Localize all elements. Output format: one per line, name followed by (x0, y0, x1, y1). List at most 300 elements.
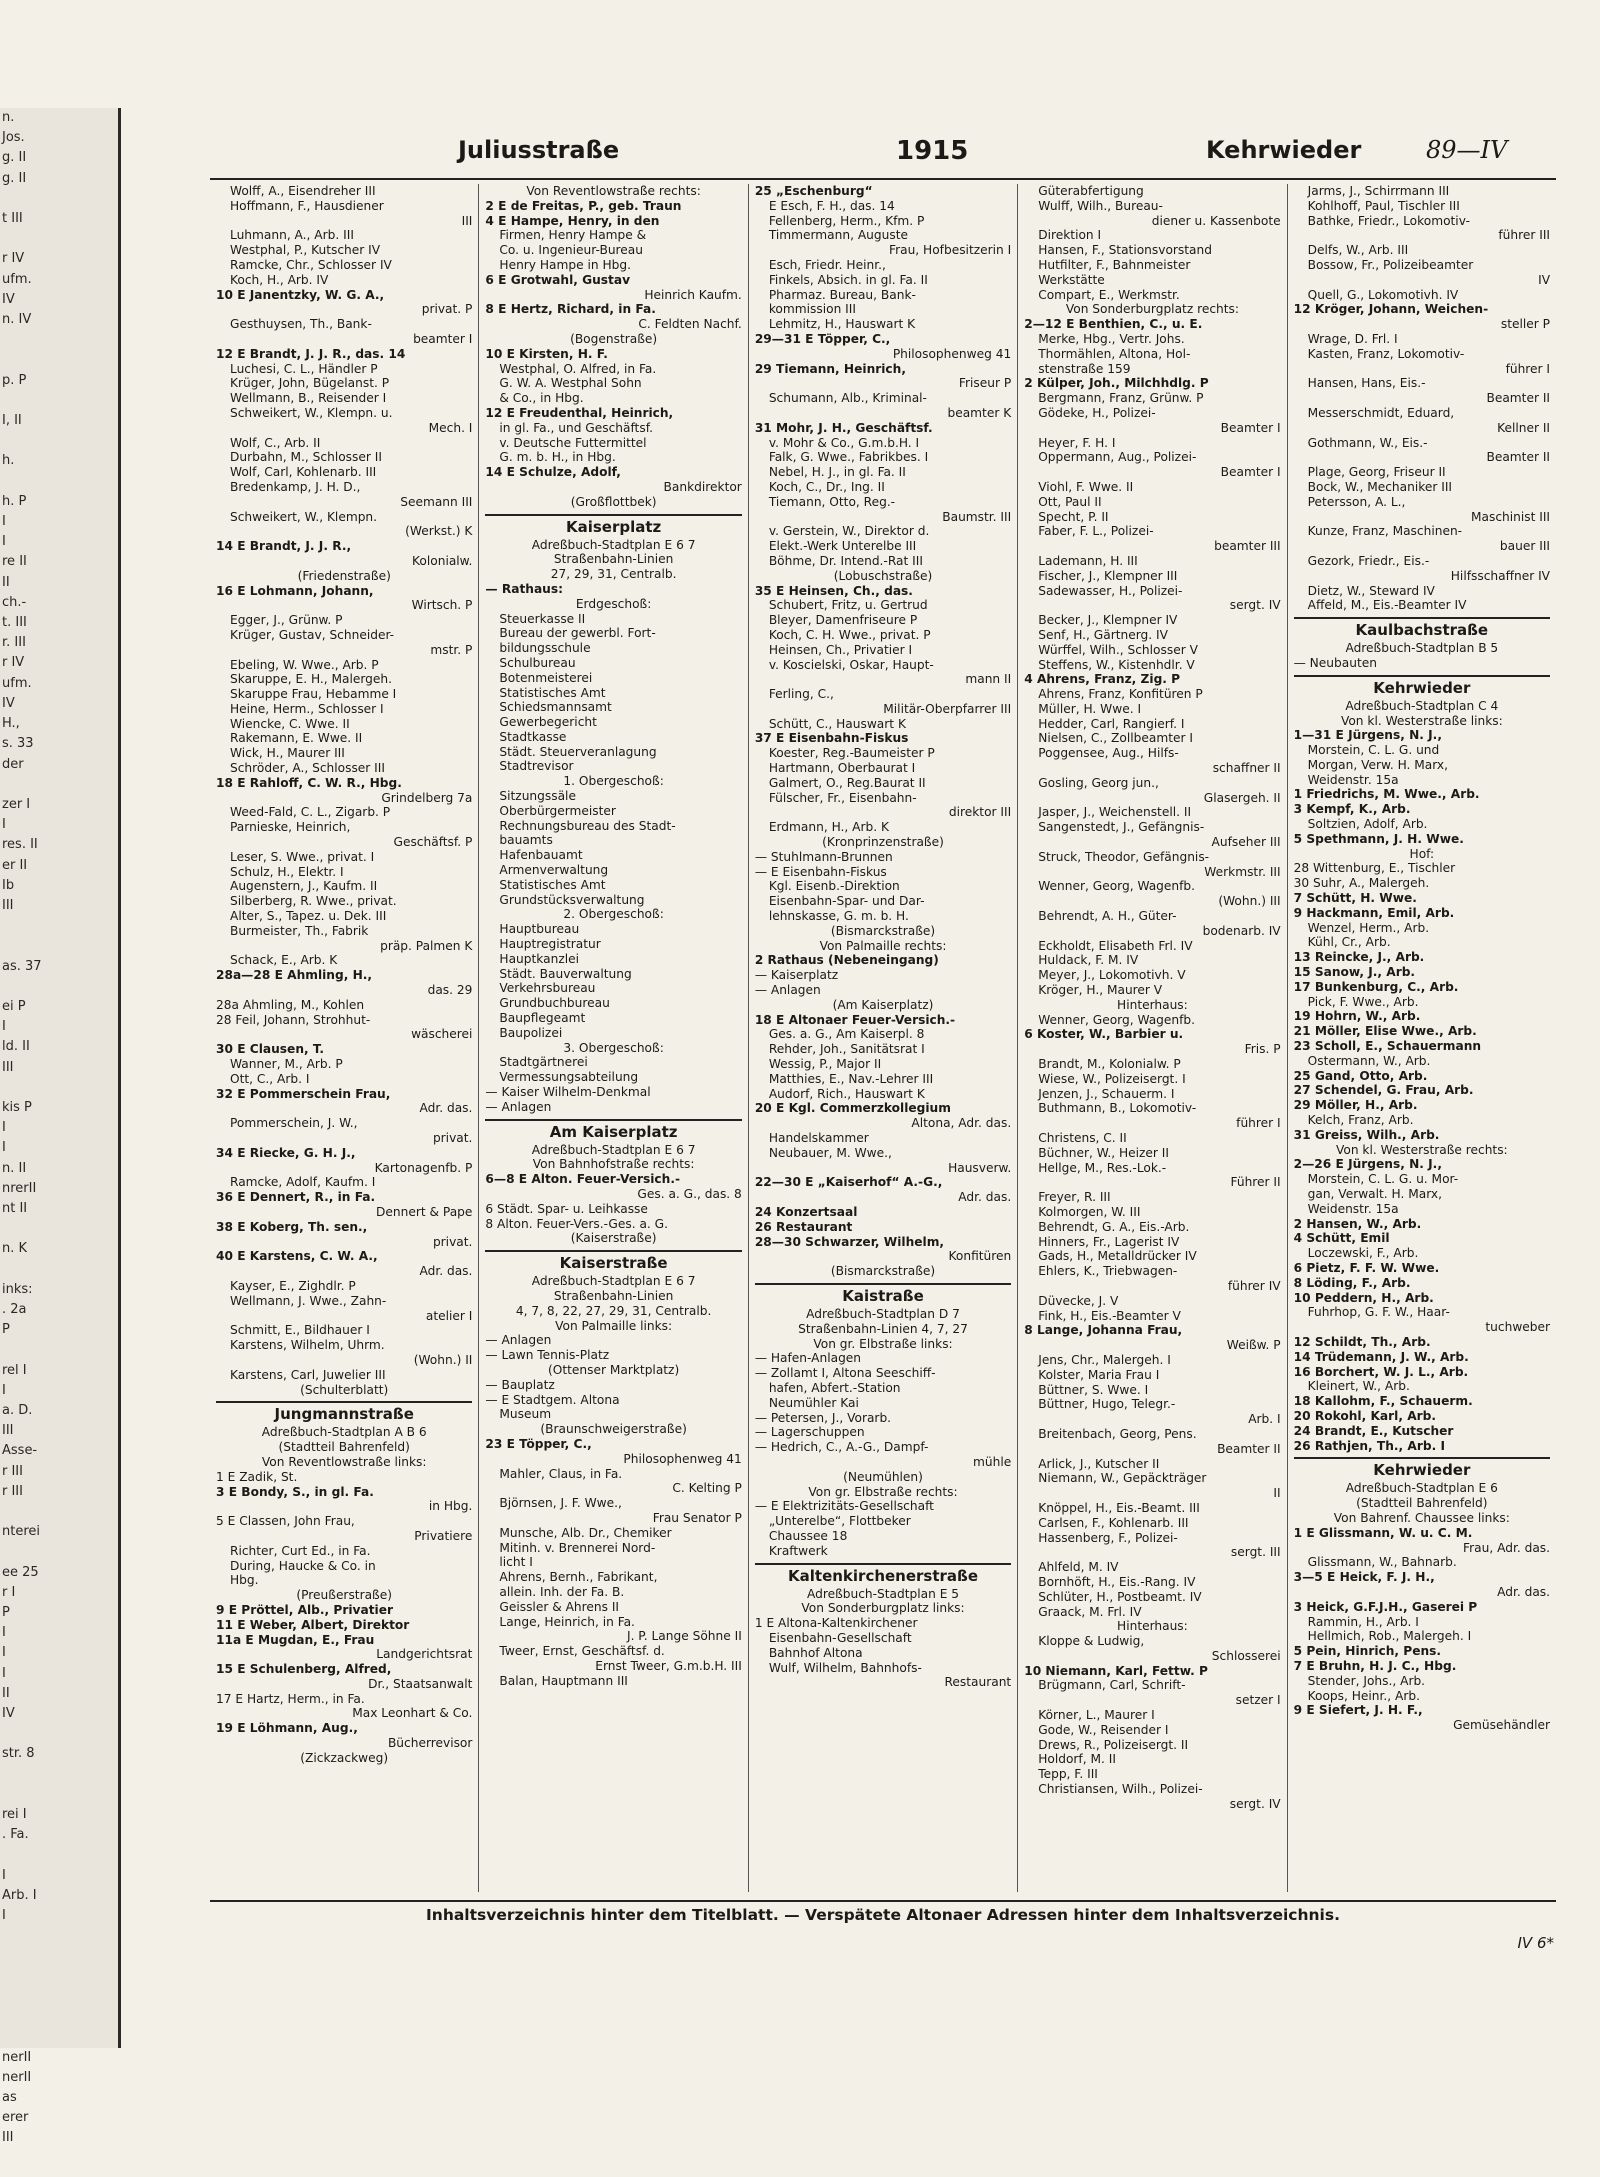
directory-entry: 23 E Töpper, C., (485, 1436, 592, 1451)
directory-entry: (Lobuschstraße) (833, 568, 933, 583)
directory-entry: Nebel, H. J., in gl. Fa. II (768, 465, 906, 480)
facing-page-fragment: Asse- (2, 1443, 38, 1459)
directory-entry: 28 Wittenburg, E., Tischler (1293, 861, 1456, 876)
directory-entry: Kellner II (1497, 420, 1551, 435)
directory-entry: 16 E Lohmann, Johann, (216, 583, 374, 598)
directory-entry: privat. (432, 1234, 473, 1249)
directory-entry: Düvecke, J. V (1038, 1293, 1119, 1308)
directory-page (126, 108, 1596, 2048)
directory-entry: Heinsen, Ch., Privatier I (768, 642, 913, 657)
directory-entry: 4 Ahrens, Franz, Zig. P (1024, 672, 1181, 687)
facing-page-fragment: n. II (2, 1160, 27, 1176)
directory-entry: Brandt, M., Kolonialw. P (1038, 1057, 1181, 1072)
directory-entry: allein. Inh. der Fa. B. (499, 1584, 625, 1599)
directory-entry: Hafenbauamt (499, 848, 583, 863)
directory-entry: — Kaiser Wilhelm-Denkmal (485, 1085, 651, 1100)
facing-page-fragment: III (2, 897, 14, 913)
directory-entry: Hinterhaus: (1117, 997, 1188, 1012)
directory-entry: Tweer, Ernst, Geschäftsf. d. (499, 1644, 665, 1659)
directory-entry: Viohl, F. Wwe. II (1038, 479, 1134, 494)
facing-page-fragment (0, 1946, 118, 1966)
street-heading: Am Kaiserplatz (485, 1119, 741, 1143)
directory-entry: Wenzel, Herm., Arb. (1307, 920, 1430, 935)
header-street-start: Juliusstraße (458, 136, 620, 164)
directory-entry: — Hedrich, C., A.-G., Dampf- (754, 1440, 929, 1455)
directory-entry: 9 Hackmann, Emil, Arb. (1293, 905, 1455, 920)
facing-page-fragment: ufm. (2, 675, 32, 691)
directory-entry: 28 Feil, Johann, Strohhut- (216, 1012, 371, 1027)
directory-entry: Weidenstr. 15a (1307, 772, 1399, 787)
directory-entry: 3—5 E Heick, F. J. H., (1293, 1570, 1435, 1585)
directory-entry: Von Bahnhofstraße rechts: (532, 1157, 695, 1172)
directory-entry: Karstens, Carl, Juwelier III (230, 1367, 386, 1382)
directory-entry: 3 E Bondy, S., in gl. Fa. (216, 1484, 374, 1499)
facing-page-fragment (0, 2027, 118, 2047)
street-heading: Kaiserstraße (485, 1250, 741, 1274)
directory-entry: Erdgeschoß: (575, 596, 652, 611)
facing-page-fragment (0, 1785, 118, 1805)
directory-entry: 17 Bunkenburg, C., Arb. (1293, 979, 1459, 994)
directory-entry: Handelskammer (768, 1131, 869, 1145)
directory-entry: Baumstr. III (942, 509, 1012, 524)
directory-entry: Armenverwaltung (499, 863, 609, 878)
directory-entry: Kleinert, W., Arb. (1307, 1379, 1410, 1394)
directory-entry: 7 Schütt, H. Wwe. (1293, 891, 1417, 906)
directory-entry: III (461, 213, 473, 228)
directory-entry: — Zollamt I, Altona Seeschiff- (754, 1366, 936, 1381)
directory-entry: mann II (965, 672, 1012, 687)
directory-entry: 2—26 E Jürgens, N. J., (1293, 1157, 1442, 1172)
directory-entry: Hassenberg, F., Polizei- (1038, 1530, 1178, 1545)
directory-entry: Würffel, Wilh., Schlosser V (1038, 642, 1198, 657)
facing-page-fragment: n. (2, 110, 15, 125)
directory-entry: — Anlagen (754, 983, 821, 998)
directory-entry: Gode, W., Reisender I (1038, 1722, 1169, 1737)
directory-entry: Max Leonhart & Co. (352, 1706, 473, 1721)
directory-entry: (Zickzackweg) (300, 1750, 389, 1765)
facing-page-fragment: I (2, 1867, 6, 1883)
directory-entry: Kasten, Franz, Lokomotiv- (1307, 346, 1465, 361)
directory-entry: Kolster, Maria Frau I (1038, 1367, 1160, 1382)
directory-entry: 37 E Eisenbahn-Fiskus (754, 731, 909, 746)
directory-entry: 26 Restaurant (754, 1219, 853, 1234)
directory-entry: Morstein, C. L. G. u. Mor- (1307, 1172, 1459, 1187)
directory-entry: Glissmann, W., Bahnarb. (1307, 1555, 1457, 1570)
directory-entry: Baupflegeamt (499, 1011, 586, 1026)
directory-entry: Rechnungsbureau des Stadt- (499, 818, 676, 833)
running-header (206, 136, 1556, 176)
directory-entry: Von gr. Elbstraße rechts: (808, 1484, 958, 1499)
directory-entry: (Stadtteil Bahrenfeld) (278, 1440, 410, 1455)
directory-entry: 2 Hansen, W., Arb. (1293, 1216, 1422, 1231)
directory-entry: Bergmann, Franz, Grünw. P (1038, 391, 1204, 406)
directory-entry: Elekt.-Werk Unterelbe III (768, 539, 917, 554)
directory-entry: tuchweber (1485, 1320, 1551, 1335)
directory-entry: 4 Schütt, Emil (1293, 1231, 1390, 1246)
directory-entry: Fischer, J., Klempner III (1038, 568, 1178, 583)
directory-entry: Städt. Bauverwaltung (499, 966, 632, 981)
directory-entry: Verkehrsbureau (499, 981, 596, 996)
directory-entry: 29 Möller, H., Arb. (1293, 1098, 1418, 1113)
directory-entry: Altona, Adr. das. (911, 1116, 1012, 1131)
directory-entry: Heyer, F. H. I (1038, 435, 1116, 450)
directory-entry: 3 Kempf, K., Arb. (1293, 802, 1411, 817)
directory-entry: Lademann, H. III (1038, 553, 1138, 568)
directory-entry: 8 E Hertz, Richard, in Fa. (485, 302, 656, 317)
directory-entry: Affeld, M., Eis.-Beamter IV (1307, 598, 1467, 613)
facing-page-fragment: IV (2, 291, 15, 307)
directory-entry: & Co., in Hbg. (499, 391, 584, 406)
directory-entry: 32 E Pommerschein Frau, (216, 1086, 391, 1101)
directory-entry: Werkstätte (1038, 272, 1105, 287)
directory-entry: 10 Niemann, Karl, Fettw. P (1024, 1663, 1208, 1678)
directory-entry: Stadtkasse (499, 729, 567, 744)
facing-page-fragment: I (2, 1019, 6, 1035)
directory-entry: Knöppel, H., Eis.-Beamt. III (1038, 1500, 1200, 1515)
directory-entry: (Stadtteil Bahrenfeld) (1356, 1496, 1488, 1511)
footer-note: Inhaltsverzeichnis hinter dem Titelblatt. — Verspätete Altonaer Adressen hinter dem Inhaltsverzeichnis. (210, 1900, 1556, 1924)
directory-entry: Fülscher, Fr., Eisenbahn- (768, 790, 917, 805)
directory-entry: Lange, Heinrich, in Fa. (499, 1614, 635, 1629)
directory-entry: 31 Mohr, J. H., Geschäftsf. (754, 420, 933, 435)
directory-entry: steller P (1500, 317, 1551, 332)
directory-entry: Bleyer, Damenfriseure P (768, 613, 918, 628)
directory-entry: direktor III (948, 805, 1012, 820)
directory-entry: 24 Brandt, E., Kutscher (1293, 1423, 1454, 1438)
directory-entry: Fellenberg, Herm., Kfm. P (768, 213, 925, 228)
column-1 (210, 184, 479, 1892)
facing-page-fragment: I (2, 1120, 6, 1136)
directory-entry: Messerschmidt, Eduard, (1307, 405, 1455, 420)
directory-entry: — E Stadtgem. Altona (485, 1392, 620, 1407)
directory-entry: Ahrens, Bernh., Fabrikant, (499, 1570, 658, 1585)
column-5 (1288, 184, 1556, 1892)
directory-entry: Friseur P (958, 376, 1012, 391)
facing-page-fragment: p. P (2, 372, 27, 388)
directory-entry: Eisenbahn-Gesellschaft (768, 1630, 912, 1645)
directory-entry: 2 Külper, Joh., Milchhdlg. P (1024, 376, 1209, 391)
directory-entry: Gosling, Georg jun., (1038, 775, 1159, 790)
directory-entry: Militär-Oberpfarrer III (883, 701, 1012, 716)
directory-entry: führer I (1505, 361, 1551, 376)
facing-page-fragment (0, 775, 118, 795)
directory-entry: Koops, Heinr., Arb. (1307, 1688, 1421, 1703)
directory-entry: Quell, G., Lokomotivh. IV (1307, 287, 1459, 302)
directory-entry: Philosophenweg 41 (623, 1451, 742, 1466)
directory-entry: Senf, H., Gärtnerg. IV (1038, 627, 1168, 642)
facing-page-fragment: inks: (2, 1281, 33, 1297)
facing-page-fragment: I (2, 817, 6, 833)
facing-page-fragment: I (2, 1140, 6, 1156)
directory-entry: v. Gerstein, W., Direktor d. (768, 524, 930, 539)
directory-entry: 14 Trüdemann, J. W., Arb. (1293, 1349, 1469, 1364)
directory-entry: 12 E Freudenthal, Heinrich, (485, 405, 674, 420)
directory-entry: Schweikert, W., Klempn. u. (230, 405, 393, 420)
directory-entry: Ostermann, W., Arb. (1307, 1053, 1431, 1068)
directory-entry: Restaurant (944, 1675, 1012, 1690)
directory-entry: Wolf, Carl, Kohlenarb. III (230, 465, 377, 480)
directory-entry: 40 E Karstens, C. W. A., (216, 1249, 378, 1264)
directory-entry: Hoffmann, F., Hausdiener (230, 198, 384, 213)
directory-entry: 2 Rathaus (Nebeneingang) (754, 953, 939, 968)
facing-page-fragment (0, 1078, 118, 1098)
directory-entry: — Lawn Tennis-Platz (485, 1348, 610, 1363)
directory-entry: Björnsen, J. F. Wwe., (499, 1496, 622, 1511)
facing-page-fragment (0, 1926, 118, 1946)
directory-entry: Oberbürgermeister (499, 803, 616, 818)
directory-entry: führer III (1498, 228, 1551, 243)
directory-entry: bodenarb. IV (1202, 923, 1281, 938)
directory-entry: 2. Obergeschoß: (563, 907, 664, 922)
directory-entry: Hauptkanzlei (499, 951, 579, 966)
directory-entry: E Esch, F. H., das. 14 (768, 198, 895, 213)
directory-entry: Glasergeh. II (1203, 790, 1281, 805)
directory-entry: (Großflottbek) (570, 494, 657, 509)
directory-entry: — Lagerschuppen (754, 1425, 865, 1440)
directory-entry: Ott, Paul II (1038, 494, 1102, 509)
directory-entry: Neumühler Kai (768, 1395, 859, 1410)
directory-entry: Kelch, Franz, Arb. (1307, 1113, 1414, 1128)
facing-page-fragment: r I (2, 1584, 16, 1600)
directory-entry: Graack, M. Frl. IV (1038, 1604, 1142, 1619)
directory-entry: Specht, P. II (1038, 509, 1109, 524)
directory-entry: Bankdirektor (663, 479, 742, 494)
directory-entry: Buthmann, B., Lokomotiv- (1038, 1101, 1197, 1116)
facing-page-fragment (0, 350, 118, 370)
facing-page-fragment: . Fa. (2, 1827, 29, 1843)
directory-entry: Philosophenweg 41 (892, 346, 1012, 361)
facing-page-fragment: I (2, 1665, 6, 1681)
facing-page-fragment (0, 189, 118, 209)
directory-entry: Schubert, Fritz, u. Gertrud (768, 598, 928, 613)
directory-entry: Jenzen, J., Schauerm. I (1038, 1086, 1175, 1101)
directory-entry: Holdorf, M. II (1038, 1752, 1116, 1767)
facing-page-fragment: erer (2, 2110, 29, 2126)
directory-entry: 1 E Altona-Kaltenkirchener (754, 1616, 918, 1631)
directory-entry: Durbahn, M., Schlosser II (230, 450, 382, 465)
directory-entry: Struck, Theodor, Gefängnis- (1038, 849, 1210, 864)
directory-entry: v. Koscielski, Oskar, Haupt- (768, 657, 934, 672)
directory-entry: — Neubauten (1293, 655, 1377, 670)
directory-entry: lehnskasse, G. m. b. H. (768, 909, 909, 924)
directory-entry: 1 Friedrichs, M. Wwe., Arb. (1293, 787, 1480, 802)
directory-entry: Leser, S. Wwe., privat. I (230, 849, 375, 864)
directory-entry: Oppermann, Aug., Polizei- (1038, 450, 1197, 465)
directory-entry: Chaussee 18 (768, 1528, 848, 1543)
directory-entry: Firmen, Henry Hampe & (499, 228, 647, 243)
facing-page-fragment: III (2, 2130, 14, 2146)
directory-entry: Von Reventlowstraße links: (261, 1454, 427, 1469)
directory-entry: Audorf, Rich., Hauswart K (768, 1086, 925, 1101)
directory-entry: Landgerichtsrat (376, 1647, 473, 1662)
directory-entry: 28—30 Schwarzer, Wilhelm, (754, 1234, 945, 1249)
directory-entry: Hellmich, Rob., Malergeh. I (1307, 1629, 1472, 1644)
facing-page-fragment (0, 916, 118, 936)
directory-entry: 5 Pein, Hinrich, Pens. (1293, 1644, 1442, 1659)
directory-entry: (Kronprinzenstraße) (822, 835, 944, 850)
directory-entry: Hedder, Carl, Rangierf. I (1038, 716, 1185, 731)
directory-entry: 6 Pietz, F. F. W. Wwe. (1293, 1260, 1440, 1275)
directory-entry: Wulff, Wilh., Bureau- (1038, 198, 1163, 213)
directory-entry: 1 E Glissmann, W. u. C. M. (1293, 1525, 1473, 1540)
facing-page-fragment: . 2a (2, 1301, 27, 1317)
directory-entry: (Preußerstraße) (296, 1588, 392, 1603)
directory-entry: Lehmitz, H., Hauswart K (768, 317, 916, 332)
directory-entry: 13 Reincke, J., Arb. (1293, 950, 1425, 965)
directory-entry: Hinners, Fr., Lagerist IV (1038, 1234, 1180, 1249)
directory-entry: G. m. b. H., in Hbg. (499, 450, 616, 465)
facing-page-fragment: r III (2, 1463, 23, 1479)
directory-entry: Ferling, C., (768, 687, 834, 702)
directory-entry: 9 E Pröttel, Alb., Privatier (216, 1602, 393, 1617)
directory-entry: Krüger, John, Bügelanst. P (230, 376, 390, 391)
facing-page-fragment (0, 977, 118, 997)
facing-page-fragment: h. P (2, 493, 27, 509)
directory-entry: Christiansen, Wilh., Polizei- (1038, 1782, 1203, 1797)
column-3 (749, 184, 1018, 1892)
directory-entry: Von Palmaille rechts: (819, 938, 947, 953)
directory-entry: 21 Möller, Elise Wwe., Arb. (1293, 1024, 1477, 1039)
directory-entry: Brügmann, Carl, Schrift- (1038, 1678, 1186, 1693)
facing-page-fragment (0, 1765, 118, 1785)
facing-page-fragment: P (2, 1322, 10, 1338)
directory-entry: 30 E Clausen, T. (216, 1042, 324, 1057)
facing-page-fragment: res. II (2, 837, 38, 853)
directory-entry: Konfitüren (948, 1249, 1012, 1264)
directory-entry: (Bismarckstraße) (830, 1264, 936, 1279)
directory-entry: Wulf, Wilhelm, Bahnhofs- (768, 1660, 922, 1675)
directory-entry: präp. Palmen K (380, 938, 473, 953)
directory-entry: Kunze, Franz, Maschinen- (1307, 524, 1463, 539)
directory-entry: Stender, Johs., Arb. (1307, 1673, 1426, 1688)
directory-entry: — E Elektrizitäts-Gesellschaft (754, 1499, 934, 1514)
directory-entry: Städt. Steuerveranlagung (499, 744, 657, 759)
directory-entry: Merke, Hbg., Vertr. Johs. (1038, 331, 1185, 346)
facing-page-fragment: kis P (2, 1099, 32, 1115)
directory-entry: 28a—28 E Ahmling, H., (216, 968, 373, 983)
directory-entry: Schumann, Alb., Kriminal- (768, 391, 927, 406)
facing-page-fragment: nrerII (2, 1180, 37, 1196)
directory-entry: bauer III (1499, 539, 1551, 554)
directory-entry: Adr. das. (419, 1101, 473, 1116)
directory-entry: Westphal, O. Alfred, in Fa. (499, 361, 657, 376)
directory-entry: Frau, Hofbesitzerin I (888, 243, 1012, 258)
directory-entry: — Stuhlmann-Brunnen (754, 849, 893, 864)
directory-entry: 14 E Brandt, J. J. R., (216, 539, 352, 554)
directory-entry: 15 Sanow, J., Arb. (1293, 965, 1416, 980)
directory-entry: Hinterhaus: (1117, 1619, 1188, 1634)
directory-entry: Steuerkasse II (499, 611, 586, 626)
directory-entry: Büttner, Hugo, Telegr.- (1038, 1397, 1176, 1412)
directory-entry: sergt. III (1230, 1545, 1281, 1560)
directory-entry: Kröger, H., Maurer V (1038, 983, 1163, 998)
facing-page-fragment (0, 936, 118, 956)
directory-entry: (Wohn.) II (413, 1352, 473, 1367)
directory-entry: Adr. das. (1497, 1584, 1551, 1599)
directory-entry: Augenstern, J., Kaufm. II (230, 879, 378, 894)
directory-entry: Ebeling, W. Wwe., Arb. P (230, 657, 379, 672)
facing-page-fragment: I (2, 514, 6, 530)
directory-entry: 11 E Weber, Albert, Direktor (216, 1617, 410, 1632)
facing-page-fragment: s. 33 (2, 736, 34, 752)
directory-entry: Schlosserei (1211, 1648, 1281, 1663)
directory-entry: 22—30 E „Kaiserhof“ A.-G., (754, 1175, 943, 1190)
directory-entry: Huldack, F. M. IV (1038, 953, 1139, 968)
directory-entry: 34 E Riecke, G. H. J., (216, 1145, 356, 1160)
directory-entry: Weidenstr. 15a (1307, 1201, 1399, 1216)
directory-entry: Aufseher III (1211, 835, 1281, 850)
directory-entry: Adr. das. (419, 1264, 473, 1279)
directory-entry: stenstraße 159 (1038, 361, 1131, 376)
directory-entry: atelier I (425, 1308, 473, 1323)
directory-entry: 1—31 E Jürgens, N. J., (1293, 728, 1442, 743)
facing-page-fragment: rel I (2, 1362, 27, 1378)
directory-entry: Geschäftsf. P (393, 835, 473, 850)
directory-entry: Bossow, Fr., Polizeibeamter (1307, 257, 1474, 272)
directory-entry: 25 „Eschenburg“ (754, 184, 873, 198)
facing-page-fragment (0, 229, 118, 249)
directory-entry: 16 Borchert, W. J. L., Arb. (1293, 1364, 1469, 1379)
directory-entry: 4 E Hampe, Henry, in den (485, 213, 660, 228)
directory-entry: Breitenbach, Georg, Pens. (1038, 1426, 1197, 1441)
facing-page-fragment: nerII (2, 2069, 32, 2085)
directory-entry: Munsche, Alb. Dr., Chemiker (499, 1525, 672, 1540)
directory-entry: Plage, Georg, Friseur II (1307, 465, 1446, 480)
directory-entry: 27 Schendel, G. Frau, Arb. (1293, 1083, 1474, 1098)
directory-entry: Hof: (1409, 846, 1435, 861)
directory-entry: Fuhrhop, G. F. W., Haar- (1307, 1305, 1450, 1320)
facing-page-fragment: III (2, 1423, 14, 1439)
facing-page-fragment: ufm. (2, 271, 32, 287)
directory-entry: Ott, C., Arb. I (230, 1071, 310, 1086)
directory-entry: Schmitt, E., Bildhauer I (230, 1323, 370, 1338)
directory-entry: (Bismarckstraße) (830, 923, 936, 938)
directory-entry: Morstein, C. L. G. und (1307, 743, 1440, 758)
facing-page-fragment (0, 1987, 118, 2007)
directory-entry: Weed-Fald, C. L., Zigarb. P (230, 805, 391, 820)
directory-entry: Soltzien, Adolf, Arb. (1307, 817, 1428, 832)
directory-entry: Faber, F. L., Polizei- (1038, 524, 1154, 539)
directory-entry: Gezork, Friedr., Eis.- (1307, 553, 1430, 568)
directory-entry: Rehder, Joh., Sanitätsrat I (768, 1042, 925, 1057)
facing-page-fragment: re II (2, 554, 27, 570)
directory-entry: Bureau der gewerbl. Fort- (499, 626, 656, 641)
directory-entry: 8 Alton. Feuer-Vers.-Ges. a. G. (485, 1216, 668, 1231)
directory-entry: Ehlers, K., Triebwagen- (1038, 1264, 1178, 1279)
directory-entry: 36 E Dennert, R., in Fa. (216, 1190, 376, 1205)
directory-entry: Hansen, F., Stationsvorstand (1038, 243, 1212, 258)
directory-entry: 38 E Koberg, Th. sen., (216, 1219, 368, 1234)
directory-entry: Botenmeisterei (499, 670, 593, 685)
facing-page-fragment: zer I (2, 796, 31, 812)
directory-entry: 3. Obergeschoß: (563, 1040, 664, 1055)
directory-entry: Grundbuchbureau (499, 996, 610, 1011)
facing-page-fragment: r III (2, 1483, 23, 1499)
directory-entry: Gemüsehändler (1453, 1718, 1551, 1733)
directory-entry: Von kl. Westerstraße rechts: (1335, 1142, 1508, 1157)
header-year: 1915 (896, 136, 969, 166)
directory-entry: Koch, C. H. Wwe., privat. P (768, 627, 931, 642)
directory-entry: Werkmstr. III (1204, 864, 1281, 879)
directory-entry: Christens, C. II (1038, 1131, 1127, 1145)
directory-entry: Stadtgärtnerei (499, 1055, 588, 1070)
directory-entry: Steffens, W., Kistenhdlr. V (1038, 657, 1195, 672)
facing-page-edge (0, 108, 121, 2146)
directory-entry: Bornhöft, H., Eis.-Rang. IV (1038, 1574, 1196, 1589)
directory-entry: Hellge, M., Res.-Lok.- (1038, 1160, 1167, 1175)
directory-entry: Adr. das. (958, 1190, 1012, 1205)
directory-entry: 18 E Altonaer Feuer-Versich.- (754, 1012, 956, 1027)
